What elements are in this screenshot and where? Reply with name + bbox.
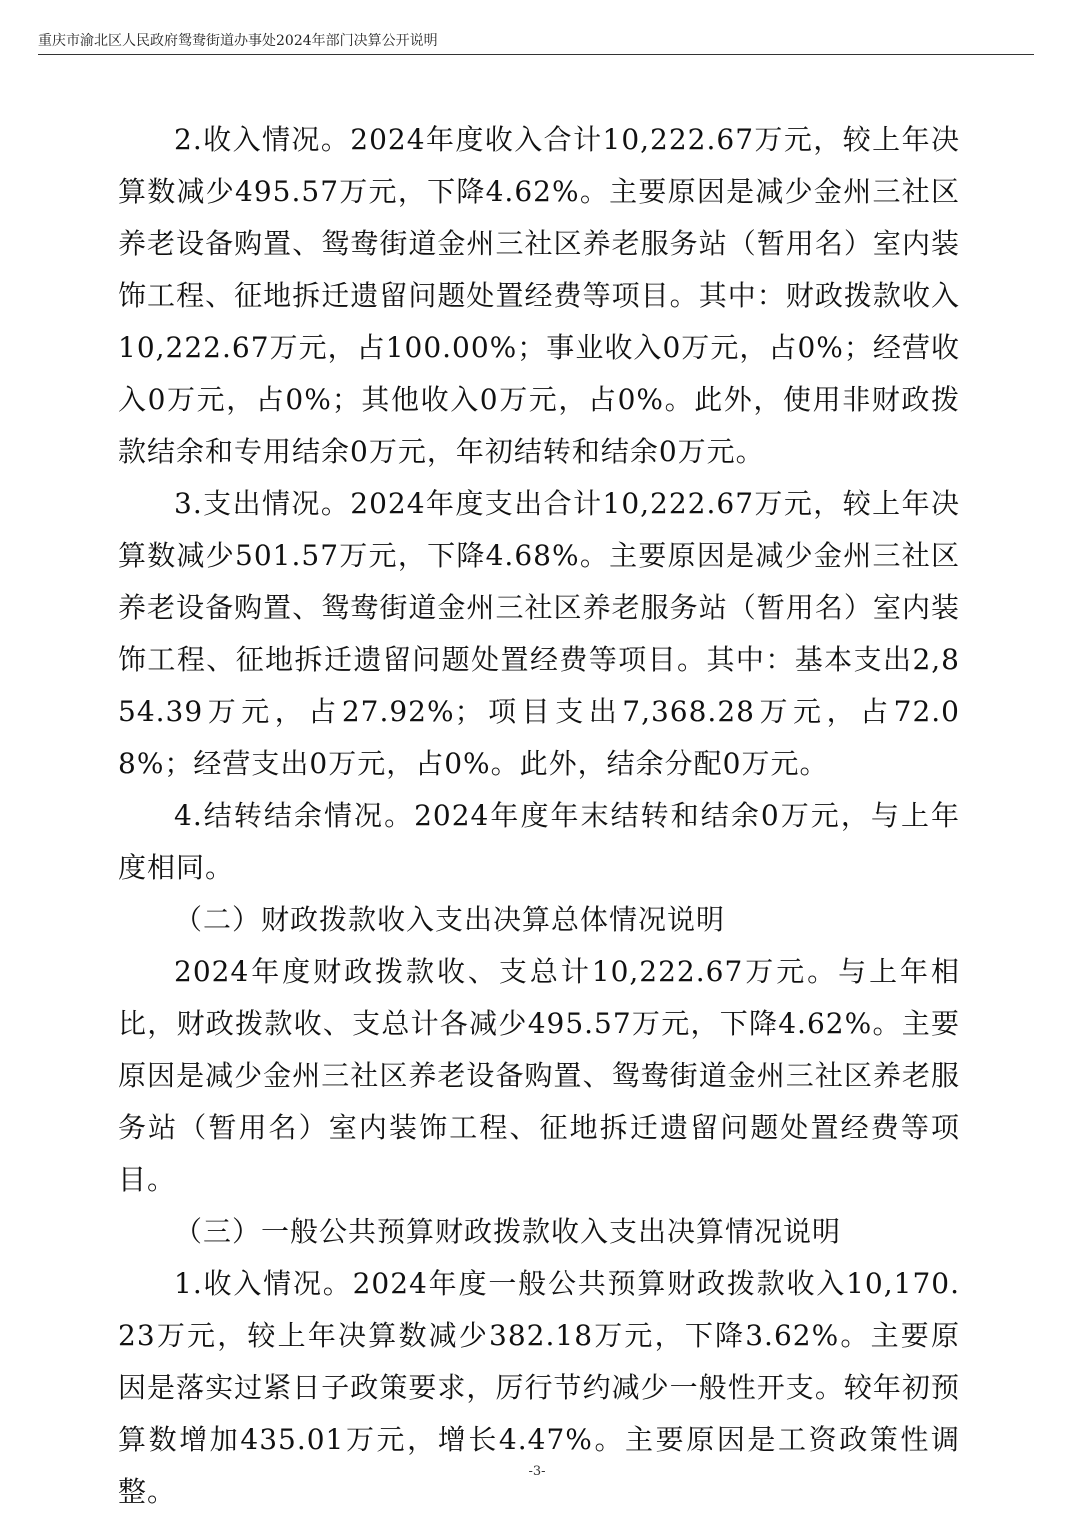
paragraph-income: 2.收入情况。2024年度收入合计10,222.67万元，较上年决算数减少495.57万元，下降4.62%。主要原因是减少金州三社区养老设备购置、鸳鸯街道金州三社区养老服务站（暂用名）室内装饰工程、征地拆迁遗留问题处置经费等项目。其中：财政拨款收入10,222.67万元，占100.00%；事业收入0万元，占0%；经营收入0万元，占0%；其他收入0万元，占0%。此外，使用非财政拨款结余和专用结余0万元，年初结转和结余0万元。: [118, 123, 960, 468]
section-heading-3: （三）一般公共预算财政拨款收入支出决算情况说明: [174, 1215, 842, 1248]
paragraph-carryover: 4.结转结余情况。2024年度年末结转和结余0万元，与上年度相同。: [118, 799, 960, 884]
page-number: -3-: [528, 1464, 546, 1479]
document-header: 重庆市渝北区人民政府鸳鸯街道办事处2024年部门决算公开说明: [38, 33, 438, 49]
paragraph-expenditure: 3.支出情况。2024年度支出合计10,222.67万元，较上年决算数减少501.57万元，下降4.68%。主要原因是减少金州三社区养老设备购置、鸳鸯街道金州三社区养老服务站（暂用名）室内装饰工程、征地拆迁遗留问题处置经费等项目。其中：基本支出2,854.39万元，占27.92%；项目支出7,368.28万元，占72.08%；经营支出0万元，占0%。此外，结余分配0万元。: [118, 487, 960, 780]
header-rule: [38, 54, 1034, 55]
section-heading-2: （二）财政拨款收入支出决算总体情况说明: [174, 903, 726, 936]
paragraph-general-budget-income: 1.收入情况。2024年度一般公共预算财政拨款收入10,170.23万元，较上年决算数减少382.18万元，下降3.62%。主要原因是落实过紧日子政策要求，厉行节约减少一般性开支。较年初预算数增加435.01万元，增长4.47%。主要原因是工资政策性调整。: [118, 1267, 960, 1508]
paragraph-fiscal-total: 2024年度财政拨款收、支总计10,222.67万元。与上年相比，财政拨款收、支总计各减少495.57万元，下降4.62%。主要原因是减少金州三社区养老设备购置、鸳鸯街道金州三社区养老服务站（暂用名）室内装饰工程、征地拆迁遗留问题处置经费等项目。: [118, 955, 960, 1196]
document-body: [118, 114, 960, 1518]
